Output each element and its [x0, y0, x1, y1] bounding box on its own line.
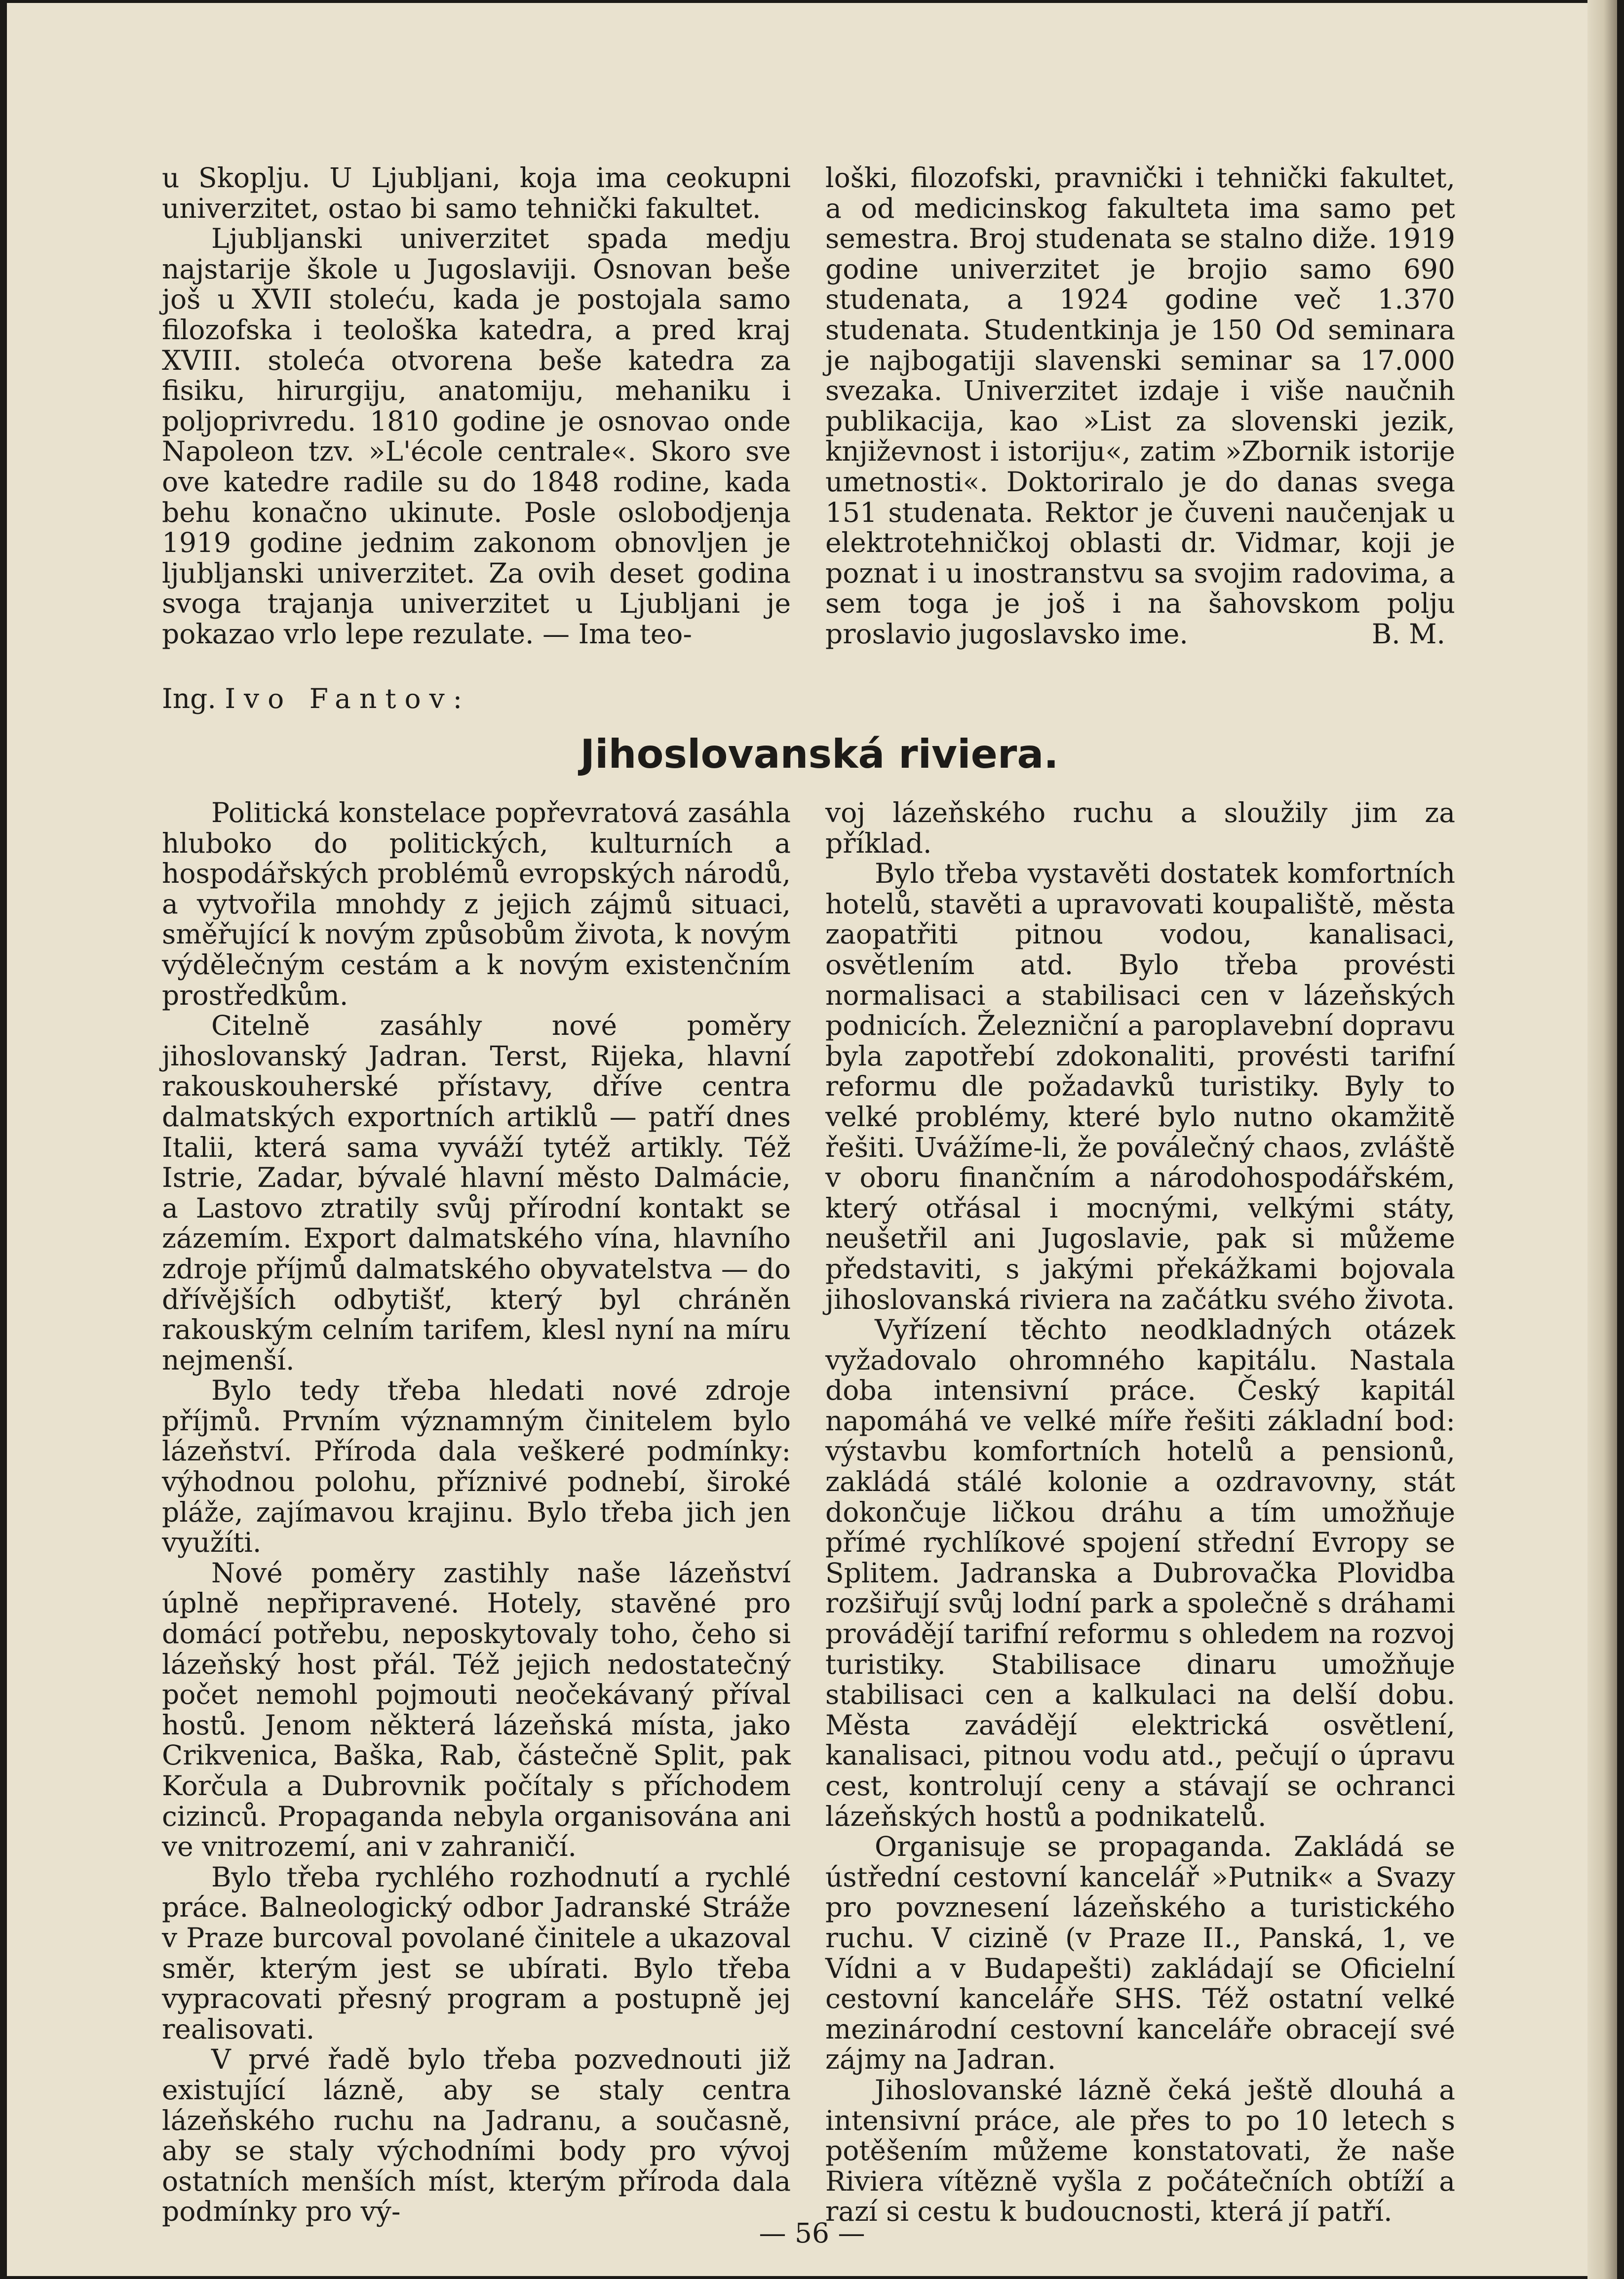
- paragraph: Bylo třeba vystavěti dostatek komfortních hotelů, stavěti a upravovati koupaliště, města zaopatřiti pitnou vodou, kanalisaci, osvětlením atd. Bylo třeba provésti normalisaci a stabilisaci cen v lázeňských podnicích. Železniční a paroplavební dopravu byla zapotřebí zdokonaliti, provésti tarifní reformu dle požadavků turistiky. Byly to velké problémy, které bylo nutno okamžitě řešiti. Uvážíme-li, že poválečný chaos, zvláště v oboru finančním a národohospodářském, který otřásal i mocnými, velkými státy, neušetřil ani Jugoslavie, pak si můžeme představiti, s jakými překážkami bojovala jihoslovanská riviera na začátku svého života.: [825, 858, 1455, 1315]
- article-right-column: [825, 798, 1455, 2227]
- signature: B. M.: [1371, 618, 1445, 650]
- paragraph: Organisuje se propaganda. Zakládá se ústřední cestovní kancelář »Putnik« a Svazy pro povznesení lázeňského a turistického ruchu. V cizině (v Praze II., Panská, 1, ve Vídni a v Budapešti) zakládají se Oficielní cestovní kanceláře SHS. Též ostatní velké mezinárodní cestovní kanceláře obracejí své zájmy na Jadran.: [825, 1831, 1455, 2076]
- paragraph: Citelně zasáhly nové poměry jihoslovanský Jadran. Terst, Rijeka, hlavní rakouskouherské přístavy, dříve centra dalmatských exportních artiklů — patří dnes Italii, která sama vyváží tytéž artikly. Též Istrie, Zadar, bývalé hlavní město Dalmácie, a Lastovo ztratily svůj přírodní kontakt se zázemím. Export dalmatského vína, hlavního zdroje příjmů dalmatského obyvatelstva — do dřívějších odbytišť, který byl chráněn rakouským celním tarifem, klesl nyní na míru nejmenší.: [162, 1010, 791, 1376]
- top-article-left-column: [162, 163, 791, 650]
- paragraph: Bylo třeba rychlého rozhodnutí a rychlé práce. Balneologický odbor Jadranské Stráže v Praze burcoval povolané činitele a ukazoval směr, kterým jest se ubírati. Bylo třeba vypracovati přesný program a postupně jej realisovati.: [162, 1861, 791, 2045]
- paragraph: [825, 163, 1455, 650]
- paragraph: Jihoslovanské lázně čeká ještě dlouhá a intensivní práce, ale přes to po 10 letech s potěšením můžeme konstatovati, že naše Riviera vítězně vyšla z počátečních obtíží a razí si cestu k budoucnosti, která jí patří.: [825, 2074, 1455, 2228]
- paragraph: voj lázeňského ruchu a sloužily jim za příklad.: [825, 797, 1455, 859]
- paragraph: Nové poměry zastihly naše lázeňství úplně nepřipravené. Hotely, stavěné pro domácí potřebu, neposkytovaly toho, čeho si lázeňský host přál. Též jejich nedostatečný počet nemohl pojmouti neočekávaný příval hostů. Jenom některá lázeňská místa, jako Crikvenica, Baška, Rab, částečně Split, pak Korčula a Dubrovnik počítaly s příchodem cizinců. Propaganda nebyla organisována ani ve vnitrozemí, ani v zahraničí.: [162, 1557, 791, 1863]
- paragraph: V prvé řadě bylo třeba pozvednouti již existující lázně, aby se staly centra lázeňského ruchu na Jadranu, a současně, aby se staly východními body pro vývoj ostatních menších míst, kterým příroda dala podmínky pro vý-: [162, 2043, 791, 2228]
- page-number: — 56 —: [759, 2217, 865, 2249]
- paragraph: Vyřízení těchto neodkladných otázek vyžadovalo ohromného kapitálu. Nastala doba intensivní práce. Český kapitál napomáhá ve velké míře řešiti základní bod: výstavbu komfortních hotelů a pensionů, zakládá stálé kolonie a ozdravovny, stát dokončuje ličkou dráhu a tím umožňuje přímé rychlíkové spojení střední Evropy se Splitem. Jadranska a Dubrovačka Plovidba rozšiřují svůj lodní park a společně s dráhami provádějí tarifní reformu s ohledem na rozvoj turistiky. Stabilisace dinaru umožňuje stabilisaci cen a kalkulaci na delší dobu. Města zavádějí elektrická osvětlení, kanalisaci, pitnou vodu atd., pečují o úpravu cest, kontrolují ceny a stávají se ochranci lázeňských hostů a podnikatelů.: [825, 1314, 1455, 1832]
- paragraph-text: loški, filozofski, pravnički i tehnički fakultet, a od medicinskog fakulteta ima samo pet semestra. Broj studenata se stalno diže. 1919 godine univerzitet je brojio samo 690 studenata, a 1924 godine več 1.370 studenata. Studentkinja je 150 Od seminara je najbogatiji slavenski seminar sa 17.000 svezaka. Univerzitet izdaje i više naučnih publikacija, kao »List za slovenski jezik, književnost i istoriju«, zatim »Zbornik istorije umetnosti«. Doktoriralo je do danas svega 151 studenata. Rektor je čuveni naučenjak u elektrotehničkoj oblasti dr. Vidmar, koji je poznat i u inostranstvu sa svojim radovima, a sem toga je još i na šahovskom polju proslavio jugoslavsko ime.: [825, 162, 1455, 650]
- page-edge: [1587, 0, 1617, 2279]
- paragraph: u Skoplju. U Ljubljani, koja ima ceokupni univerzitet, ostao bi samo tehnički fakultet.: [162, 162, 791, 224]
- paragraph: Ljubljanski univerzitet spada medju najstarije škole u Jugoslaviji. Osnovan beše još u XVII stoleću, kada je postojala samo filozofska i teološka katedra, a pred kraj XVIII. stoleća otvorena beše katedra za fisiku, hirurgiju, anatomiju, mehaniku i poljoprivredu. 1810 godine je osnovao onde Napoleon tzv. »L'école centrale«. Skoro sve ove katedre radile su do 1848 rodine, kada behu konačno ukinute. Posle oslobodjenja 1919 godine jednim zakonom obnovljen je ljubljanski univerzitet. Za ovih deset godina svoga trajanja univerzitet u Ljubljani je pokazao vrlo lepe rezulate. — Ima teo-: [162, 223, 791, 650]
- author-prefix: Ing.: [162, 683, 216, 714]
- author-name: Ivo Fantov:: [225, 683, 471, 714]
- top-article-right-column: [825, 163, 1455, 650]
- author-byline: [162, 683, 470, 714]
- article-left-column: [162, 798, 791, 2227]
- article-title: Jihoslovanská riviera.: [580, 731, 1059, 777]
- paragraph: Politická konstelace popřevratová zasáhla hluboko do politických, kulturních a hospodářských problémů evropských národů, a vytvořila mnohdy z jejich zájmů situaci, směřující k novým způsobům života, k novým výdělečným cestám a k novým existenčním prostředkům.: [162, 797, 791, 1011]
- paragraph: Bylo tedy třeba hledati nové zdroje příjmů. Prvním významným činitelem bylo lázeňství. Příroda dala veškeré podmínky: výhodnou polohu, příznivé podnebí, široké pláže, zajímavou krajinu. Bylo třeba jich jen využíti.: [162, 1375, 791, 1559]
